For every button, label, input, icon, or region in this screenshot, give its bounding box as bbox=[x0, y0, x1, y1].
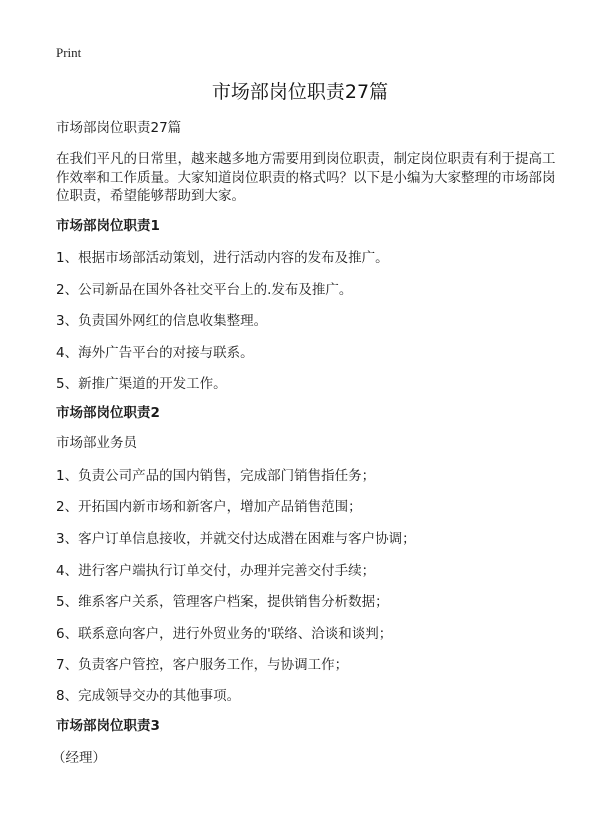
list-item: 4、进行客户端执行订单交付，办理并完善交付手续； bbox=[56, 563, 376, 579]
list-item: 8、完成领导交办的其他事项。 bbox=[56, 688, 241, 704]
list-item: 7、负责客户管控，客户服务工作，与协调工作； bbox=[56, 657, 349, 673]
list-item: 6、联系意向客户，进行外贸业务的'联络、洽谈和谈判； bbox=[56, 626, 393, 642]
list-item: 1、负责公司产品的国内销售，完成部门销售指任务； bbox=[56, 468, 376, 484]
section-heading-2: 市场部岗位职责2 bbox=[56, 405, 160, 421]
section-heading-1: 市场部岗位职责1 bbox=[56, 218, 160, 234]
section-heading-3: 市场部岗位职责3 bbox=[56, 718, 160, 734]
intro-paragraph: 在我们平凡的日常里，越来越多地方需要用到岗位职责，制定岗位职责有利于提高工作效率和工作质量。大家知道岗位职责的格式吗？以下是小编为大家整理的市场部岗位职责，希望能够帮助到大家。 bbox=[56, 151, 556, 204]
list-item: 3、客户订单信息接收，并就交付达成潜在困难与客户协调； bbox=[56, 531, 416, 547]
print-link[interactable]: Print bbox=[56, 45, 82, 60]
list-item: 2、公司新品在国外各社交平台上的.发布及推广。 bbox=[56, 282, 353, 298]
list-item: 3、负责国外网红的信息收集整理。 bbox=[56, 313, 268, 329]
list-item: 5、新推广渠道的开发工作。 bbox=[56, 376, 227, 392]
page-title: 市场部岗位职责27篇 bbox=[211, 81, 389, 103]
document-subtitle: 市场部岗位职责27篇 bbox=[56, 120, 182, 136]
list-item: 4、海外广告平台的对接与联系。 bbox=[56, 345, 254, 361]
list-item: 1、根据市场部活动策划，进行活动内容的发布及推广。 bbox=[56, 250, 389, 266]
section-subheading: （经理） bbox=[52, 750, 106, 766]
list-item: 5、维系客户关系，管理客户档案，提供销售分析数据； bbox=[56, 594, 389, 610]
list-item: 2、开拓国内新市场和新客户，增加产品销售范围； bbox=[56, 499, 362, 515]
section-subheading: 市场部业务员 bbox=[56, 435, 137, 451]
